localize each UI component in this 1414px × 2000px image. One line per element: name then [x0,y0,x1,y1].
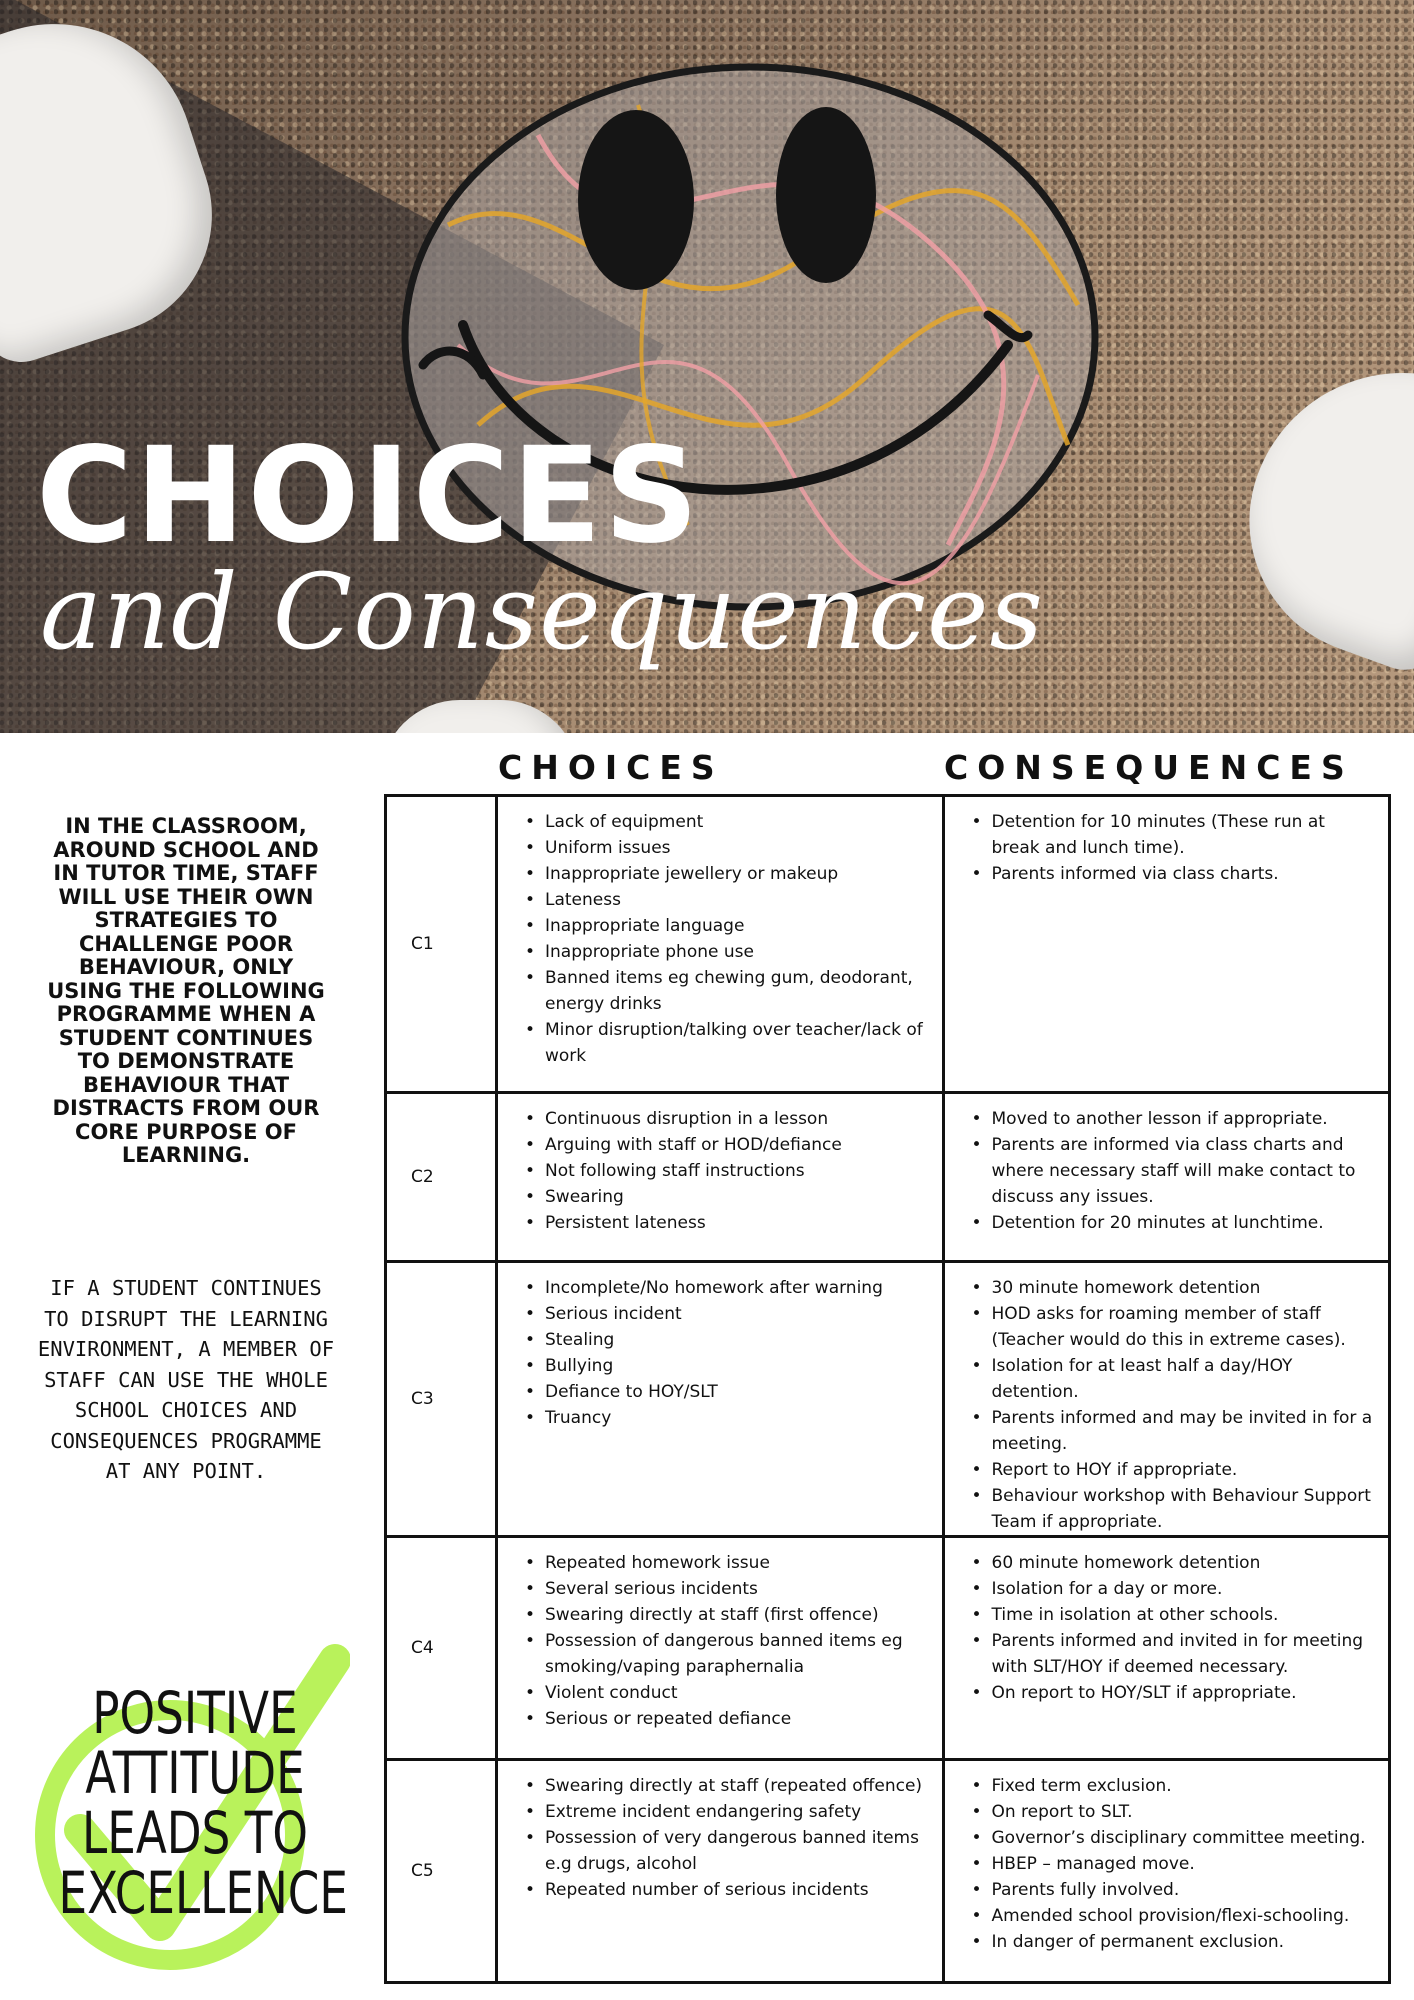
list-item: • In danger of permanent exclusion. [972,1929,1379,1955]
list-item: • Arguing with staff or HOD/defiance [525,1132,932,1158]
list-item: • Detention for 10 minutes (These run at break and lunch time). [972,809,1379,861]
list-item: • Inappropriate phone use [525,939,932,965]
consequences-cell [943,1093,1390,1262]
list-item: • Detention for 20 minutes at lunchtime. [972,1210,1379,1236]
list-item: • Stealing [525,1327,932,1353]
list-item: • Violent conduct [525,1680,932,1706]
list-item: • Extreme incident endangering safety [525,1799,932,1825]
list-item: • Incomplete/No homework after warning [525,1275,932,1301]
list-item: • Fixed term exclusion. [972,1773,1379,1799]
list-item: • Parents fully involved. [972,1877,1379,1903]
list-item: • Uniform issues [525,835,932,861]
list-item: • Inappropriate language [525,913,932,939]
table-row [386,1537,1390,1760]
list-item: • 60 minute homework detention [972,1550,1379,1576]
choices-cell [497,1262,944,1537]
list-item: • Swearing directly at staff (repeated offence) [525,1773,932,1799]
list-item: • Serious incident [525,1301,932,1327]
list-item: • Swearing directly at staff (first offence) [525,1602,932,1628]
consequences-list [945,1761,1389,1955]
hero-photo [0,0,1414,733]
list-item: • Swearing [525,1184,932,1210]
consequences-list [945,1094,1389,1236]
level-label: C1 [386,796,497,1093]
page-subtitle: and Consequences [40,551,1044,673]
consequences-cell [943,1760,1390,1983]
choices-list [498,797,942,1069]
choices-list [498,1761,942,1903]
list-item: • Banned items eg chewing gum, deodorant, energy drinks [525,965,932,1017]
table-row [386,1262,1390,1537]
list-item: • 30 minute homework detention [972,1275,1379,1301]
list-item: • HBEP – managed move. [972,1851,1379,1877]
list-item: • Not following staff instructions [525,1158,932,1184]
list-item: • Defiance to HOY/SLT [525,1379,932,1405]
list-item: • Moved to another lesson if appropriate. [972,1106,1379,1132]
badge-line: EXCELLENCE [58,1859,348,1927]
consequences-cell [943,796,1390,1093]
page-title: CHOICES [36,419,701,573]
list-item: • Serious or repeated defiance [525,1706,932,1732]
list-item: • Isolation for a day or more. [972,1576,1379,1602]
table-row [386,1093,1390,1262]
level-label: C2 [386,1093,497,1262]
list-item: • Minor disruption/talking over teacher/lack of work [525,1017,932,1069]
choices-cell [497,1537,944,1760]
list-item: • Truancy [525,1405,932,1431]
list-item: • Repeated number of serious incidents [525,1877,932,1903]
intro-text: IN THE CLASSROOM, AROUND SCHOOL AND IN TUTOR TIME, STAFF WILL USE THEIR OWN STRATEGIES TO CHALLENGE POOR BEHAVIOUR, ONLY USING THE FOLLOWING PROGRAMME WHEN A STUDENT CONTINUES TO DEMONSTRATE BEHAVIOUR THAT DISTRACTS FROM OUR CORE PURPOSE OF LEARNING. [47,814,325,1167]
list-item: • Inappropriate jewellery or makeup [525,861,932,887]
list-item: • Parents informed and invited in for meeting with SLT/HOY if deemed necessary. [972,1628,1379,1680]
badge-line: ATTITUDE [85,1739,305,1807]
badge-line: POSITIVE [92,1679,298,1747]
choices-heading: CHOICES [498,748,724,787]
list-item: • HOD asks for roaming member of staff (Teacher would do this in extreme cases). [972,1301,1379,1353]
consequences-list [945,1538,1389,1706]
positive-attitude-badge [20,1640,350,1970]
list-item: • Parents informed and may be invited in for a meeting. [972,1405,1379,1457]
badge-text [58,1679,348,1927]
consequences-cell [943,1262,1390,1537]
list-item: • Report to HOY if appropriate. [972,1457,1379,1483]
note-text: IF A STUDENT CONTINUES TO DISRUPT THE LEARNING ENVIRONMENT, A MEMBER OF STAFF CAN USE THE WHOLE SCHOOL CHOICES AND CONSEQUENCES PROGRAMME AT ANY POINT. [37,1276,335,1483]
choices-cell [497,796,944,1093]
list-item: • On report to SLT. [972,1799,1379,1825]
table-row [386,796,1390,1093]
list-item: • On report to HOY/SLT if appropriate. [972,1680,1379,1706]
list-item: • Bullying [525,1353,932,1379]
list-item: • Lack of equipment [525,809,932,835]
list-item: • Repeated homework issue [525,1550,932,1576]
choices-list [498,1094,942,1236]
consequences-list [945,797,1389,887]
badge-line: LEADS TO [82,1799,308,1867]
list-item: • Several serious incidents [525,1576,932,1602]
choices-consequences-table [384,794,1391,1984]
list-item: • Isolation for at least half a day/HOY detention. [972,1353,1379,1405]
consequences-heading: CONSEQUENCES [944,748,1354,787]
choices-list [498,1538,942,1732]
list-item: • Parents informed via class charts. [972,861,1379,887]
list-item: • Continuous disruption in a lesson [525,1106,932,1132]
list-item: • Behaviour workshop with Behaviour Support Team if appropriate. [972,1483,1379,1535]
level-label: C4 [386,1537,497,1760]
consequences-list [945,1263,1389,1535]
list-item: • Governor’s disciplinary committee meeting. [972,1825,1379,1851]
choices-list [498,1263,942,1431]
consequences-cell [943,1537,1390,1760]
table-row [386,1760,1390,1983]
list-item: • Parents are informed via class charts and where necessary staff will make contact to discuss any issues. [972,1132,1379,1210]
level-label: C3 [386,1262,497,1537]
list-item: • Possession of very dangerous banned items e.g drugs, alcohol [525,1825,932,1877]
list-item: • Lateness [525,887,932,913]
list-item: • Time in isolation at other schools. [972,1602,1379,1628]
list-item: • Possession of dangerous banned items eg smoking/vaping paraphernalia [525,1628,932,1680]
choices-cell [497,1093,944,1262]
sneaker-right [1211,329,1414,680]
list-item: • Amended school provision/flexi-schooling. [972,1903,1379,1929]
list-item: • Persistent lateness [525,1210,932,1236]
choices-cell [497,1760,944,1983]
level-label: C5 [386,1760,497,1983]
